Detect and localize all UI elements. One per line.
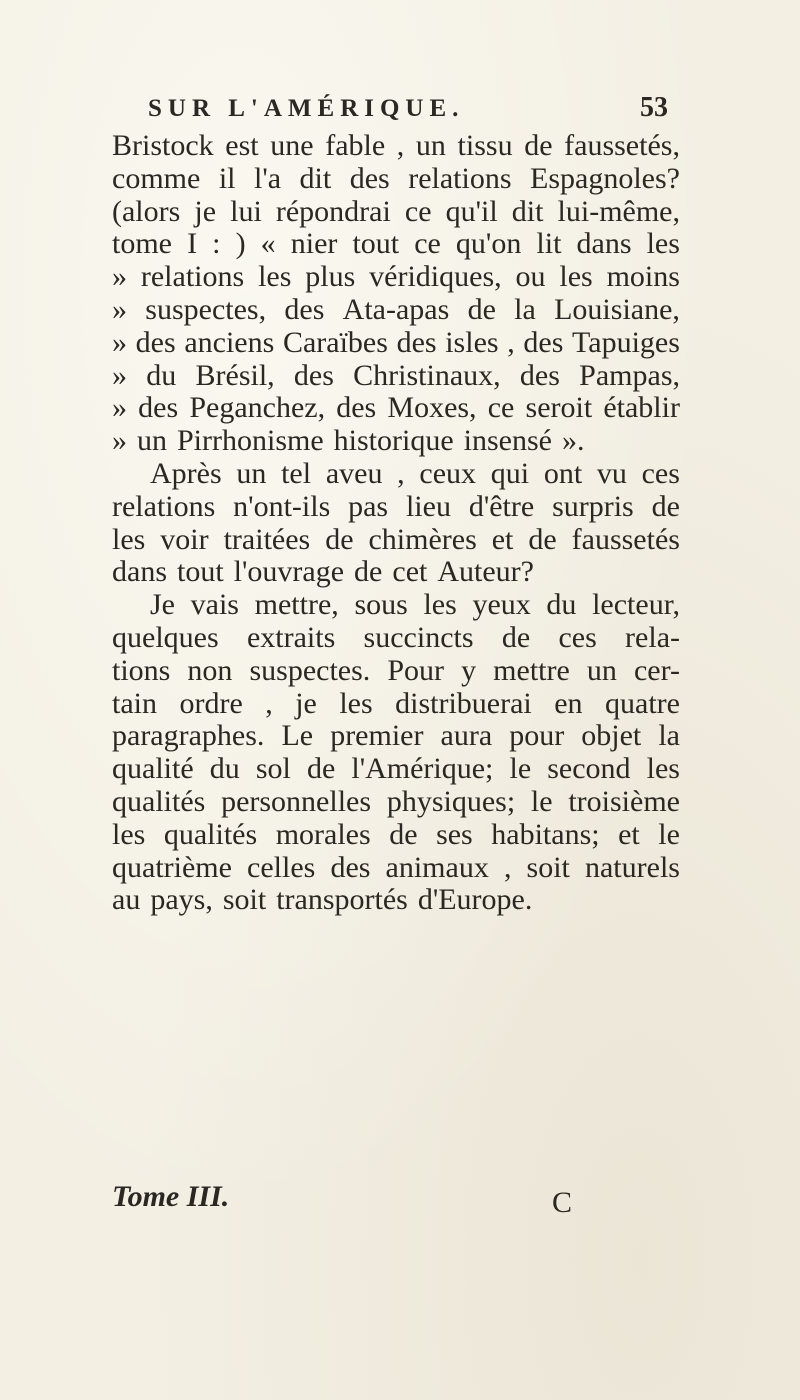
- text-line: paragraphes. Le premier aura pour objet la: [112, 719, 680, 753]
- page-number: 53: [640, 92, 668, 123]
- text-line: comme il l'a dit des relations Espagnoles?: [112, 161, 680, 195]
- text-line: » relations les plus véridiques, ou les moins: [112, 260, 680, 294]
- text-line: les voir traitées de chimères et de faussetés: [112, 522, 680, 556]
- page-footer: [112, 1180, 680, 1220]
- running-head-title: SUR L'AMÉRIQUE.: [148, 95, 465, 122]
- gathering-mark: C: [552, 1186, 573, 1219]
- signature-mark: Tome III.: [112, 1180, 230, 1213]
- text-line: qualités personnelles physiques; le troisième: [112, 784, 680, 818]
- text-line: relations n'ont-ils pas lieu d'être surpris de: [112, 489, 680, 523]
- text-line: » du Brésil, des Christinaux, des Pampas,: [112, 358, 680, 392]
- text-line: » des anciens Caraïbes des isles , des Tapuiges: [112, 325, 680, 359]
- text-line: » des Peganchez, des Moxes, ce seroit établir: [112, 391, 680, 425]
- body-text: [112, 130, 680, 917]
- text-line: Après un tel aveu , ceux qui ont vu ces: [150, 456, 680, 490]
- text-line: quelques extraits succincts de ces rela-: [112, 620, 680, 654]
- text-line: » un Pirrhonisme historique insensé ».: [112, 424, 585, 458]
- text-line: quatrième celles des animaux , soit naturels: [112, 850, 680, 884]
- text-line: tions non suspectes. Pour y mettre un cer-: [112, 653, 680, 687]
- text-line: tome I : ) « nier tout ce qu'on lit dans les: [112, 227, 680, 261]
- text-line: les qualités morales de ses habitans; et le: [112, 817, 680, 851]
- text-line: dans tout l'ouvrage de cet Auteur?: [112, 555, 534, 589]
- text-line: au pays, soit transportés d'Europe.: [112, 883, 533, 917]
- text-line: qualité du sol de l'Amérique; le second les: [112, 752, 680, 786]
- text-line: Je vais mettre, sous les yeux du lecteur,: [150, 588, 680, 622]
- text-line: » suspectes, des Ata-apas de la Louisiane,: [112, 292, 680, 326]
- running-head: [148, 92, 668, 124]
- text-line: Bristock est une fable , un tissu de faussetés,: [112, 129, 680, 162]
- text-line: tain ordre , je les distribuerai en quatre: [112, 686, 680, 720]
- text-line: (alors je lui répondrai ce qu'il dit lui-même,: [112, 194, 680, 228]
